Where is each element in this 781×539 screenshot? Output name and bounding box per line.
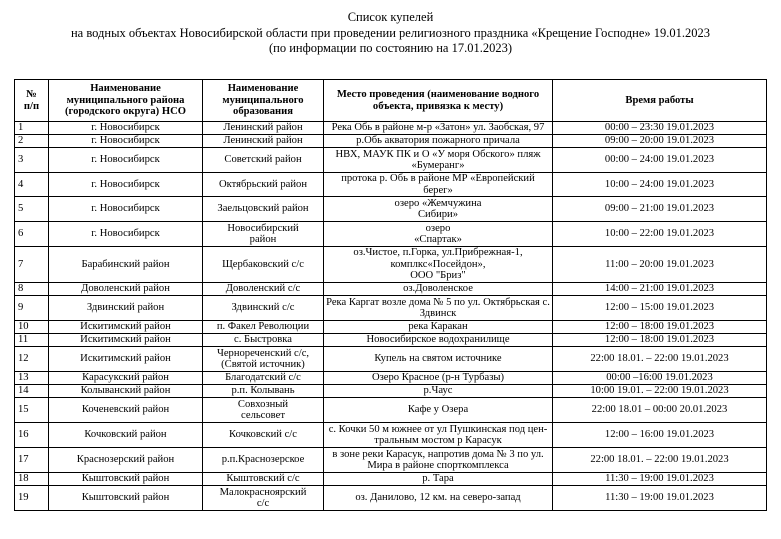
table-row: [15, 222, 767, 247]
cell-num: 7: [15, 247, 49, 283]
cell-place: НВХ, МАУК ПК и О «У моря Обского» пляж «Бумеранг»: [324, 148, 553, 173]
cell-num: 3: [15, 148, 49, 173]
cell-place: Река Обь в районе м-р «Затон» ул. Заобская, 97: [324, 122, 553, 135]
header-num: № п/п: [15, 80, 49, 122]
cell-district: Коченевский район: [49, 398, 203, 423]
cell-num: 4: [15, 173, 49, 197]
cell-district: Краснозерский район: [49, 448, 203, 473]
cell-formation: Щербаковский с/с: [203, 247, 324, 283]
cell-place: оз.Доволенское: [324, 283, 553, 296]
header-place: Место проведения (наименование водного объекта, привязка к месту): [324, 80, 553, 122]
cell-district: Здвинский район: [49, 296, 203, 321]
cell-time: 22:00 18.01 – 00:00 20.01.2023: [553, 398, 767, 423]
cell-num: 9: [15, 296, 49, 321]
table-row: [15, 473, 767, 486]
cell-district: Искитимский район: [49, 347, 203, 372]
header-row: [15, 80, 767, 122]
table-row: [15, 122, 767, 135]
table-row: [15, 283, 767, 296]
title-line-1: Список купелей: [347, 10, 434, 24]
cell-formation: Благодатский с/с: [203, 372, 324, 385]
cell-district: Карасукский район: [49, 372, 203, 385]
cell-district: Доволенский район: [49, 283, 203, 296]
cell-num: 16: [15, 423, 49, 448]
cell-formation: р.п. Колывань: [203, 385, 324, 398]
cell-district: Кочковский район: [49, 423, 203, 448]
cell-time: 12:00 – 18:00 19.01.2023: [553, 334, 767, 347]
cell-place: с. Кочки 50 м южнее от ул Пушкинская под цен- тральным мостом р Карасук: [324, 423, 553, 448]
cell-time: 11:00 – 20:00 19.01.2023: [553, 247, 767, 283]
cell-formation: р.п.Краснозерское: [203, 448, 324, 473]
cell-district: г. Новосибирск: [49, 122, 203, 135]
cell-place: Купель на святом источнике: [324, 347, 553, 372]
cell-num: 14: [15, 385, 49, 398]
table-row: [15, 398, 767, 423]
cell-district: Колыванский район: [49, 385, 203, 398]
table-row: [15, 423, 767, 448]
cell-time: 10:00 19.01. – 22:00 19.01.2023: [553, 385, 767, 398]
cell-district: Искитимский район: [49, 334, 203, 347]
cell-place: р. Тара: [324, 473, 553, 486]
cell-time: 12:00 – 15:00 19.01.2023: [553, 296, 767, 321]
cell-place: Новосибирское водохранилище: [324, 334, 553, 347]
cell-time: 09:00 – 20:00 19.01.2023: [553, 135, 767, 148]
document-title: [0, 10, 781, 57]
cell-place: протока р. Обь в районе МР «Европейский берег»: [324, 173, 553, 197]
cell-place: Озеро Красное (р-н Турбазы): [324, 372, 553, 385]
table-row: [15, 385, 767, 398]
cell-time: 10:00 – 22:00 19.01.2023: [553, 222, 767, 247]
cell-num: 12: [15, 347, 49, 372]
cell-time: 09:00 – 21:00 19.01.2023: [553, 197, 767, 222]
cell-time: 10:00 – 24:00 19.01.2023: [553, 173, 767, 197]
table-row: [15, 296, 767, 321]
cell-time: 11:30 – 19:00 19.01.2023: [553, 486, 767, 511]
cell-formation: Новосибирский район: [203, 222, 324, 247]
cell-district: Кыштовский район: [49, 486, 203, 511]
table-row: [15, 486, 767, 511]
cell-place: оз. Данилово, 12 км. на северо-запад: [324, 486, 553, 511]
table-row: [15, 321, 767, 334]
header-formation: Наименование муниципального образования: [203, 80, 324, 122]
cell-num: 5: [15, 197, 49, 222]
header-district: Наименование муниципального района (городского округа) НСО: [49, 80, 203, 122]
table-row: [15, 372, 767, 385]
cell-formation: с. Быстровка: [203, 334, 324, 347]
cell-formation: Ленинский район: [203, 135, 324, 148]
cell-formation: Здвинский с/с: [203, 296, 324, 321]
cell-num: 18: [15, 473, 49, 486]
table-row: [15, 148, 767, 173]
table-row: [15, 173, 767, 197]
cell-num: 1: [15, 122, 49, 135]
title-line-2: на водных объектах Новосибирской области при проведении религиозного праздника «Крещение Господне» 19.01.2023: [70, 25, 711, 40]
cell-district: г. Новосибирск: [49, 222, 203, 247]
cell-formation: Заельцовский район: [203, 197, 324, 222]
cell-time: 11:30 – 19:00 19.01.2023: [553, 473, 767, 486]
header-time: Время работы: [553, 80, 767, 122]
cell-num: 8: [15, 283, 49, 296]
cell-num: 2: [15, 135, 49, 148]
cell-place: р.Обь акватория пожарного причала: [324, 135, 553, 148]
cell-num: 11: [15, 334, 49, 347]
cell-num: 6: [15, 222, 49, 247]
cell-district: г. Новосибирск: [49, 135, 203, 148]
cell-district: г. Новосибирск: [49, 173, 203, 197]
cell-district: Искитимский район: [49, 321, 203, 334]
cell-formation: Кочковский с/с: [203, 423, 324, 448]
cell-num: 10: [15, 321, 49, 334]
cell-formation: Октябрьский район: [203, 173, 324, 197]
cell-formation: Чернореченский с/с, (Святой источник): [203, 347, 324, 372]
cell-place: Река Каргат возле дома № 5 по ул. Октябрьская с. Здвинск: [324, 296, 553, 321]
cell-time: 14:00 – 21:00 19.01.2023: [553, 283, 767, 296]
cell-place: р.Чаус: [324, 385, 553, 398]
cell-time: 00:00 –16:00 19.01.2023: [553, 372, 767, 385]
cell-time: 00:00 – 23:30 19.01.2023: [553, 122, 767, 135]
cell-place: озеро «Спартак»: [324, 222, 553, 247]
cell-formation: Кыштовский с/с: [203, 473, 324, 486]
cell-time: 12:00 – 18:00 19.01.2023: [553, 321, 767, 334]
fonts-table: [14, 79, 767, 511]
cell-district: г. Новосибирск: [49, 148, 203, 173]
cell-time: 00:00 – 24:00 19.01.2023: [553, 148, 767, 173]
title-line-3: (по информации по состоянию на 17.01.2023): [269, 41, 512, 55]
cell-formation: п. Факел Революции: [203, 321, 324, 334]
table-body: [15, 122, 767, 511]
table-row: [15, 247, 767, 283]
cell-time: 22:00 18.01. – 22:00 19.01.2023: [553, 448, 767, 473]
table-row: [15, 334, 767, 347]
cell-num: 19: [15, 486, 49, 511]
cell-place: Кафе у Озера: [324, 398, 553, 423]
table-row: [15, 347, 767, 372]
table-row: [15, 135, 767, 148]
cell-formation: Советский район: [203, 148, 324, 173]
table-row: [15, 197, 767, 222]
table-row: [15, 448, 767, 473]
cell-formation: Доволенский с/с: [203, 283, 324, 296]
cell-district: г. Новосибирск: [49, 197, 203, 222]
cell-district: Кыштовский район: [49, 473, 203, 486]
cell-num: 17: [15, 448, 49, 473]
cell-num: 15: [15, 398, 49, 423]
cell-place: река Каракан: [324, 321, 553, 334]
cell-formation: Совхозный сельсовет: [203, 398, 324, 423]
cell-time: 22:00 18.01. – 22:00 19.01.2023: [553, 347, 767, 372]
cell-place: в зоне реки Карасук, напротив дома № 3 по ул. Мира в районе спорткомплекса: [324, 448, 553, 473]
cell-num: 13: [15, 372, 49, 385]
cell-time: 12:00 – 16:00 19.01.2023: [553, 423, 767, 448]
cell-formation: Ленинский район: [203, 122, 324, 135]
cell-district: Барабинский район: [49, 247, 203, 283]
cell-place: озеро «Жемчужина Сибири»: [324, 197, 553, 222]
cell-formation: Малокрасноярский с/с: [203, 486, 324, 511]
cell-place: оз.Чистое, п.Горка, ул.Прибрежная-1, комплкс«Посейдон», ООО "Бриз": [324, 247, 553, 283]
